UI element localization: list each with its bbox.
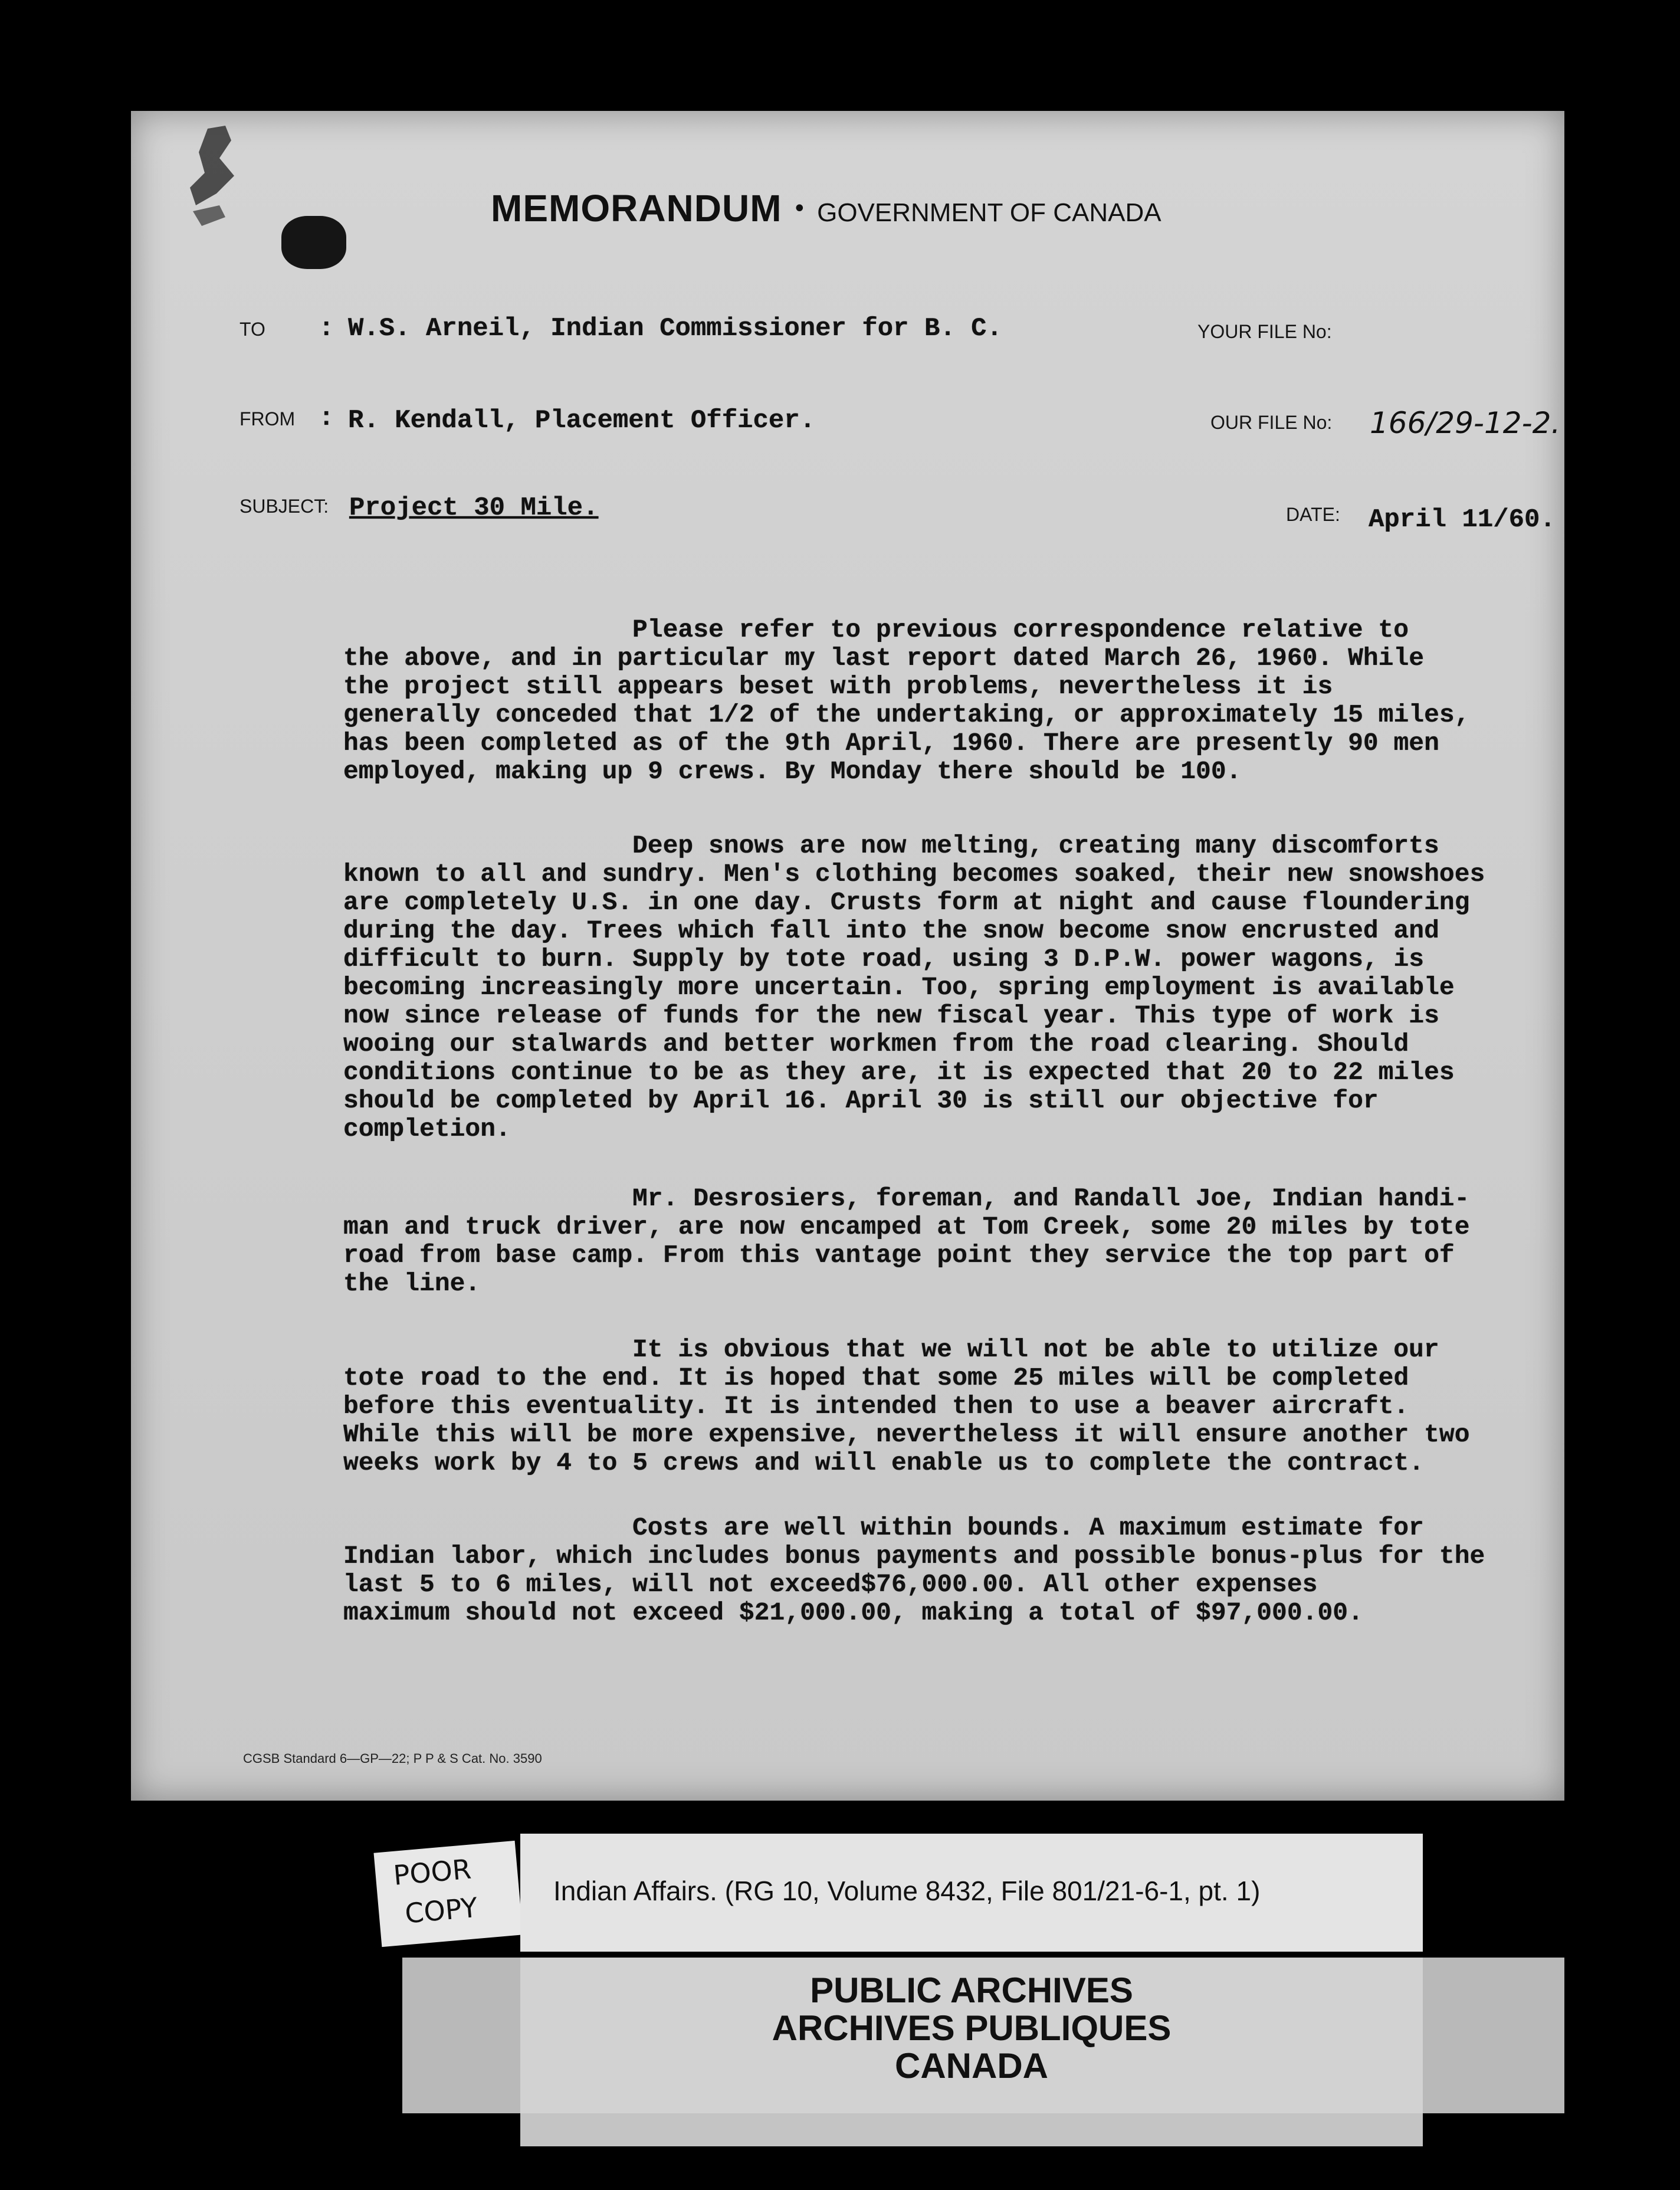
paragraph-line: becoming increasingly more uncertain. Too, spring employment is available (343, 973, 1455, 1002)
archive-line-3: CANADA (895, 2046, 1048, 2086)
subject-label: SUBJECT: (239, 496, 329, 517)
paragraph-line: the project still appears beset with problems, nevertheless it is (343, 672, 1333, 701)
paragraph-line: generally conceded that 1/2 of the undertaking, or approximately 15 miles, (343, 700, 1470, 729)
paragraph-line: Costs are well within bounds. A maximum estimate for (632, 1513, 1424, 1542)
paragraph-line: wooing our stalwards and better workmen from the road clearing. Should (343, 1030, 1409, 1058)
to-label: TO (239, 319, 265, 340)
from-value: R. Kendall, Placement Officer. (348, 406, 816, 435)
bottom-film-strip (520, 2113, 1423, 2146)
your-file-label: YOUR FILE No: (1197, 321, 1332, 342)
paragraph-line: tote road to the end. It is hoped that some 25 miles will be completed (343, 1363, 1409, 1392)
paragraph-line: known to all and sundry. Men's clothing becomes soaked, their new snowshoes (343, 860, 1485, 889)
poor-copy-line-1: POOR (392, 1853, 472, 1891)
paragraph-line: last 5 to 6 miles, will not exceed$76,000.00. All other expenses (343, 1570, 1318, 1599)
body-paragraph-5 (343, 1514, 1499, 1627)
poor-copy-line-2: COPY (403, 1891, 479, 1930)
paragraph-line: now since release of funds for the new fiscal year. This type of work is (343, 1001, 1439, 1030)
paragraph-line: completion. (343, 1114, 511, 1143)
paragraph-line: has been completed as of the 9th April, 1960. There are presently 90 men (343, 729, 1439, 758)
archive-stamp (520, 1958, 1423, 2113)
paragraph-line: the line. (343, 1269, 481, 1298)
poor-copy-tag (373, 1841, 523, 1947)
body-paragraph-1 (343, 616, 1499, 786)
paper-clip-stain-icon (184, 123, 267, 247)
paragraph-line: should be completed by April 16. April 30 is still our objective for (343, 1086, 1379, 1115)
body-paragraph-3 (343, 1185, 1499, 1298)
archive-reference: Indian Affairs. (RG 10, Volume 8432, File 801/21-6-1, pt. 1) (553, 1876, 1261, 1906)
paragraph-line: Please refer to previous correspondence relative to (632, 615, 1409, 644)
memo-header (491, 186, 1161, 230)
archive-stamp-band (402, 1958, 1564, 2113)
body-paragraph-4 (343, 1336, 1499, 1477)
paragraph-line: employed, making up 9 crews. By Monday there should be 100. (343, 757, 1242, 786)
from-label: FROM (239, 408, 296, 430)
header-org: GOVERNMENT OF CANADA (817, 198, 1161, 227)
paragraph-line: Mr. Desrosiers, foreman, and Randall Joe, Indian handi- (632, 1184, 1470, 1213)
archive-line-2: ARCHIVES PUBLIQUES (772, 2008, 1172, 2048)
paragraph-line: road from base camp. From this vantage point they service the top part of (343, 1241, 1455, 1270)
body-paragraph-2 (343, 832, 1499, 1143)
form-standard-footer: CGSB Standard 6—GP—22; P P & S Cat. No. 3590 (243, 1751, 542, 1766)
to-value: W.S. Arneil, Indian Commissioner for B. C. (348, 314, 1002, 343)
paragraph-line: conditions continue to be as they are, it is expected that 20 to 22 miles (343, 1058, 1455, 1087)
header-bullet: • (792, 195, 807, 222)
paragraph-line: It is obvious that we will not be able to utilize our (632, 1335, 1439, 1364)
subject-value: Project 30 Mile. (349, 493, 599, 523)
paragraph-line: Indian labor, which includes bonus payments and possible bonus-plus for the (343, 1542, 1485, 1571)
date-label: DATE: (1286, 504, 1340, 525)
paragraph-line: are completely U.S. in one day. Crusts form at night and cause floundering (343, 888, 1470, 917)
archive-line-1: PUBLIC ARCHIVES (810, 1971, 1133, 2010)
our-file-label: OUR FILE No: (1210, 412, 1333, 433)
paragraph-line: before this eventuality. It is intended then to use a beaver aircraft. (343, 1392, 1409, 1421)
memo-sheet (131, 111, 1564, 1801)
paragraph-line: While this will be more expensive, nevertheless it will ensure another two (343, 1420, 1470, 1449)
paragraph-line: man and truck driver, are now encamped at Tom Creek, some 20 miles by tote (343, 1212, 1470, 1241)
to-separator: : (319, 314, 334, 343)
paragraph-line: the above, and in particular my last report dated March 26, 1960. While (343, 644, 1425, 673)
date-value: April 11/60. (1369, 505, 1556, 535)
paragraph-line: weeks work by 4 to 5 crews and will enable us to complete the contract. (343, 1448, 1425, 1477)
memo-title: MEMORANDUM (491, 187, 782, 230)
from-separator: : (319, 404, 334, 433)
paragraph-line: maximum should not exceed $21,000.00, making a total of $97,000.00. (343, 1598, 1363, 1627)
paragraph-line: Deep snows are now melting, creating many discomforts (632, 831, 1439, 860)
reference-card (520, 1834, 1423, 1952)
paragraph-line: difficult to burn. Supply by tote road, using 3 D.P.W. power wagons, is (343, 945, 1425, 973)
ink-stain (281, 216, 346, 269)
paragraph-line: during the day. Trees which fall into the snow become snow encrusted and (343, 916, 1439, 945)
our-file-value: 166/29-12-2. (1370, 406, 1561, 440)
